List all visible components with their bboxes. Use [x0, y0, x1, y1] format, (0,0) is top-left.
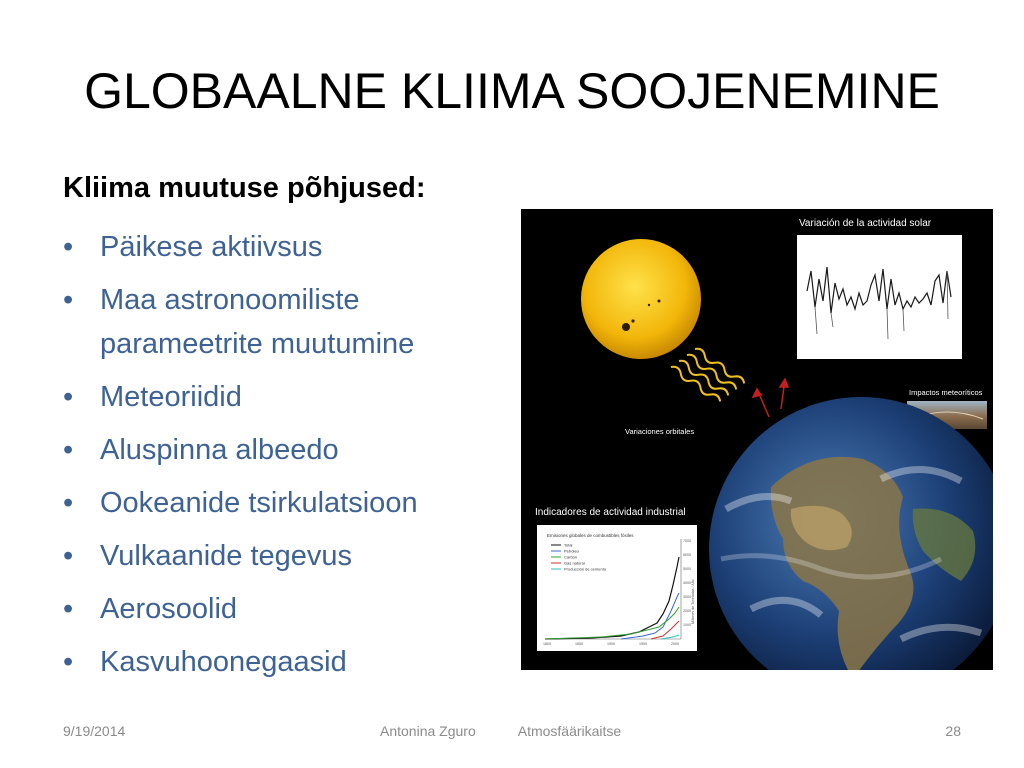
sun-image [581, 239, 701, 359]
section-heading: Kliima muutuse põhjused: [63, 172, 426, 204]
radiation-waves-icon [669, 347, 746, 404]
x-tick-label: 1900 [607, 642, 615, 646]
list-item-text: Kasvuhoonegaasid [100, 646, 347, 678]
list-item-text: Aerosoolid [100, 593, 238, 625]
footer-author: Antonina Zguro [380, 723, 476, 739]
list-item-text: Maa astronoomiliste parameetrite muutumine [100, 284, 415, 360]
emissions-ylabel: Millones de Toneladas / Año [691, 579, 695, 624]
list-item [63, 428, 493, 472]
solar-panel-title: Variación de la actividad solar [799, 218, 932, 229]
x-tick-label: 2000 [671, 642, 679, 646]
slide-title: GLOBAALNE KLIIMA SOOJENEMINE [84, 63, 940, 119]
legend-entry: Producción de cemento [564, 566, 607, 572]
legend-entry: Carbón [564, 554, 578, 560]
meteor-label: Impactos meteoríticos [909, 388, 983, 397]
reflection-arrows-icon [753, 379, 788, 417]
list-item-text: Päikese aktiivsus [100, 231, 323, 263]
list-item-text: Vulkaanide tegevus [100, 540, 353, 572]
bullet-icon: • [63, 284, 74, 316]
bullet-icon: • [63, 381, 74, 413]
legend-entry: Total [564, 542, 573, 548]
y-tick-label: 1000 [683, 623, 691, 627]
footer-page-number: 28 [945, 723, 961, 739]
x-tick-label: 1950 [639, 642, 647, 646]
x-tick-label: 1800 [543, 642, 551, 646]
earth-image [709, 397, 993, 670]
list-item-text: Aluspinna albeedo [100, 434, 339, 466]
list-item [63, 640, 493, 684]
y-tick-label: 3000 [683, 595, 691, 599]
list-item-text: Ookeanide tsirkulatsioon [100, 487, 418, 519]
y-tick-label: 5000 [683, 567, 691, 571]
emissions-chart-title: Emisiones globales de combustibles fósiles [547, 533, 634, 538]
list-item [63, 587, 493, 631]
legend-entry: Petróleo [564, 548, 579, 554]
bullet-icon: • [63, 434, 74, 466]
list-item-text: Meteoriidid [100, 381, 242, 413]
list-item [63, 481, 493, 525]
x-tick-label: 1850 [575, 642, 583, 646]
emissions-chart [537, 525, 697, 651]
bullet-icon: • [63, 646, 74, 678]
y-tick-label: 2000 [683, 609, 691, 613]
y-tick-label: 4000 [683, 581, 691, 585]
footer-date: 9/19/2014 [63, 723, 126, 739]
footer-center [380, 723, 621, 739]
bullet-icon: • [63, 540, 74, 572]
list-item [63, 375, 493, 419]
list-item [63, 225, 493, 269]
bullet-icon: • [63, 593, 74, 625]
y-tick-label: 6000 [683, 553, 691, 557]
solar-activity-panel [797, 235, 962, 359]
legend-entry: Gas natural [564, 560, 585, 566]
bullet-icon: • [63, 231, 74, 263]
list-item [63, 534, 493, 578]
orbital-label: Variaciones orbitales [625, 427, 695, 436]
climate-factors-image [521, 209, 993, 670]
cause-list [63, 225, 493, 693]
list-item [63, 278, 493, 366]
y-tick-label: 7000 [683, 539, 691, 543]
bullet-icon: • [63, 487, 74, 519]
footer-course: Atmosfäärikaitse [517, 723, 622, 739]
industrial-title: Indicadores de actividad industrial [535, 507, 686, 518]
